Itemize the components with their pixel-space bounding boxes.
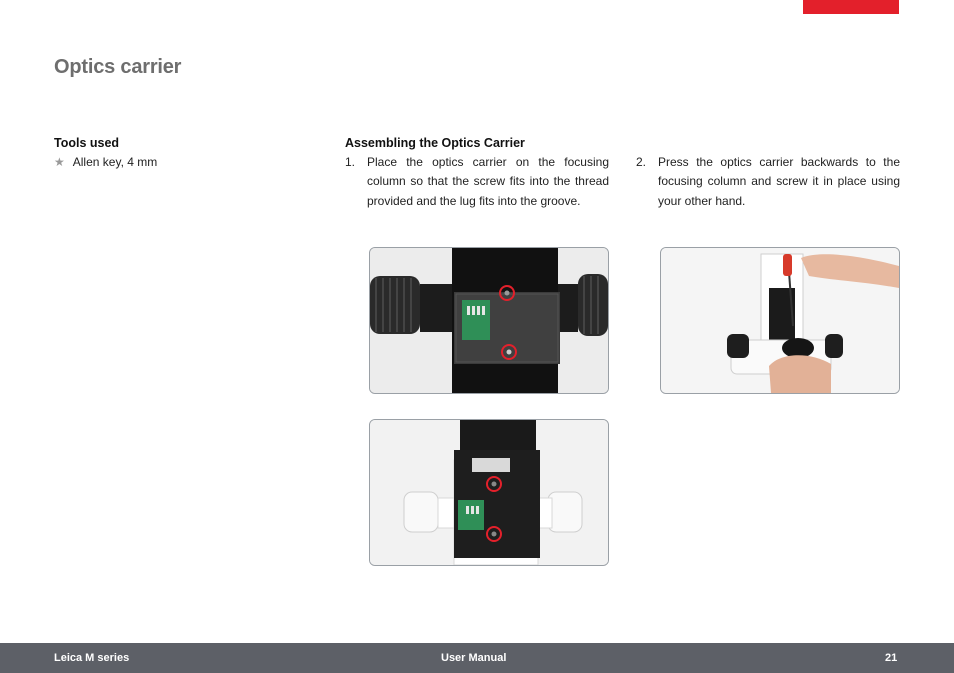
tools-list-item	[54, 155, 157, 169]
page-footer	[0, 643, 954, 673]
optics-carrier-white-illustration	[370, 420, 608, 565]
star-bullet-icon: ★	[54, 155, 65, 169]
photo-optics-carrier-alt	[369, 419, 609, 566]
page-title: Optics carrier	[54, 56, 182, 78]
photo-optics-carrier-mounting	[369, 247, 609, 394]
step-number: 1.	[345, 155, 356, 169]
footer-product-name: Leica M series	[54, 652, 130, 664]
tool-name: Allen key, 4 mm	[72, 155, 158, 169]
step-1	[345, 153, 609, 233]
tools-heading: Tools used	[54, 136, 120, 150]
photo-screwing-optics-carrier	[660, 247, 900, 394]
accent-tab	[803, 0, 899, 14]
step-number: 2.	[636, 155, 647, 169]
step-text: Place the optics carrier on the focusing column so that the screw fits into the thread provided and the lug fits into the groove.	[367, 155, 609, 208]
step-2	[636, 153, 900, 213]
footer-document-type: User Manual	[441, 652, 507, 664]
screwing-illustration	[661, 248, 899, 393]
footer-page-number: 21	[885, 652, 898, 664]
optics-carrier-illustration	[370, 248, 608, 393]
assembly-heading: Assembling the Optics Carrier	[345, 136, 525, 150]
step-text: Press the optics carrier backwards to the focusing column and screw it in place using your other hand.	[658, 155, 900, 208]
